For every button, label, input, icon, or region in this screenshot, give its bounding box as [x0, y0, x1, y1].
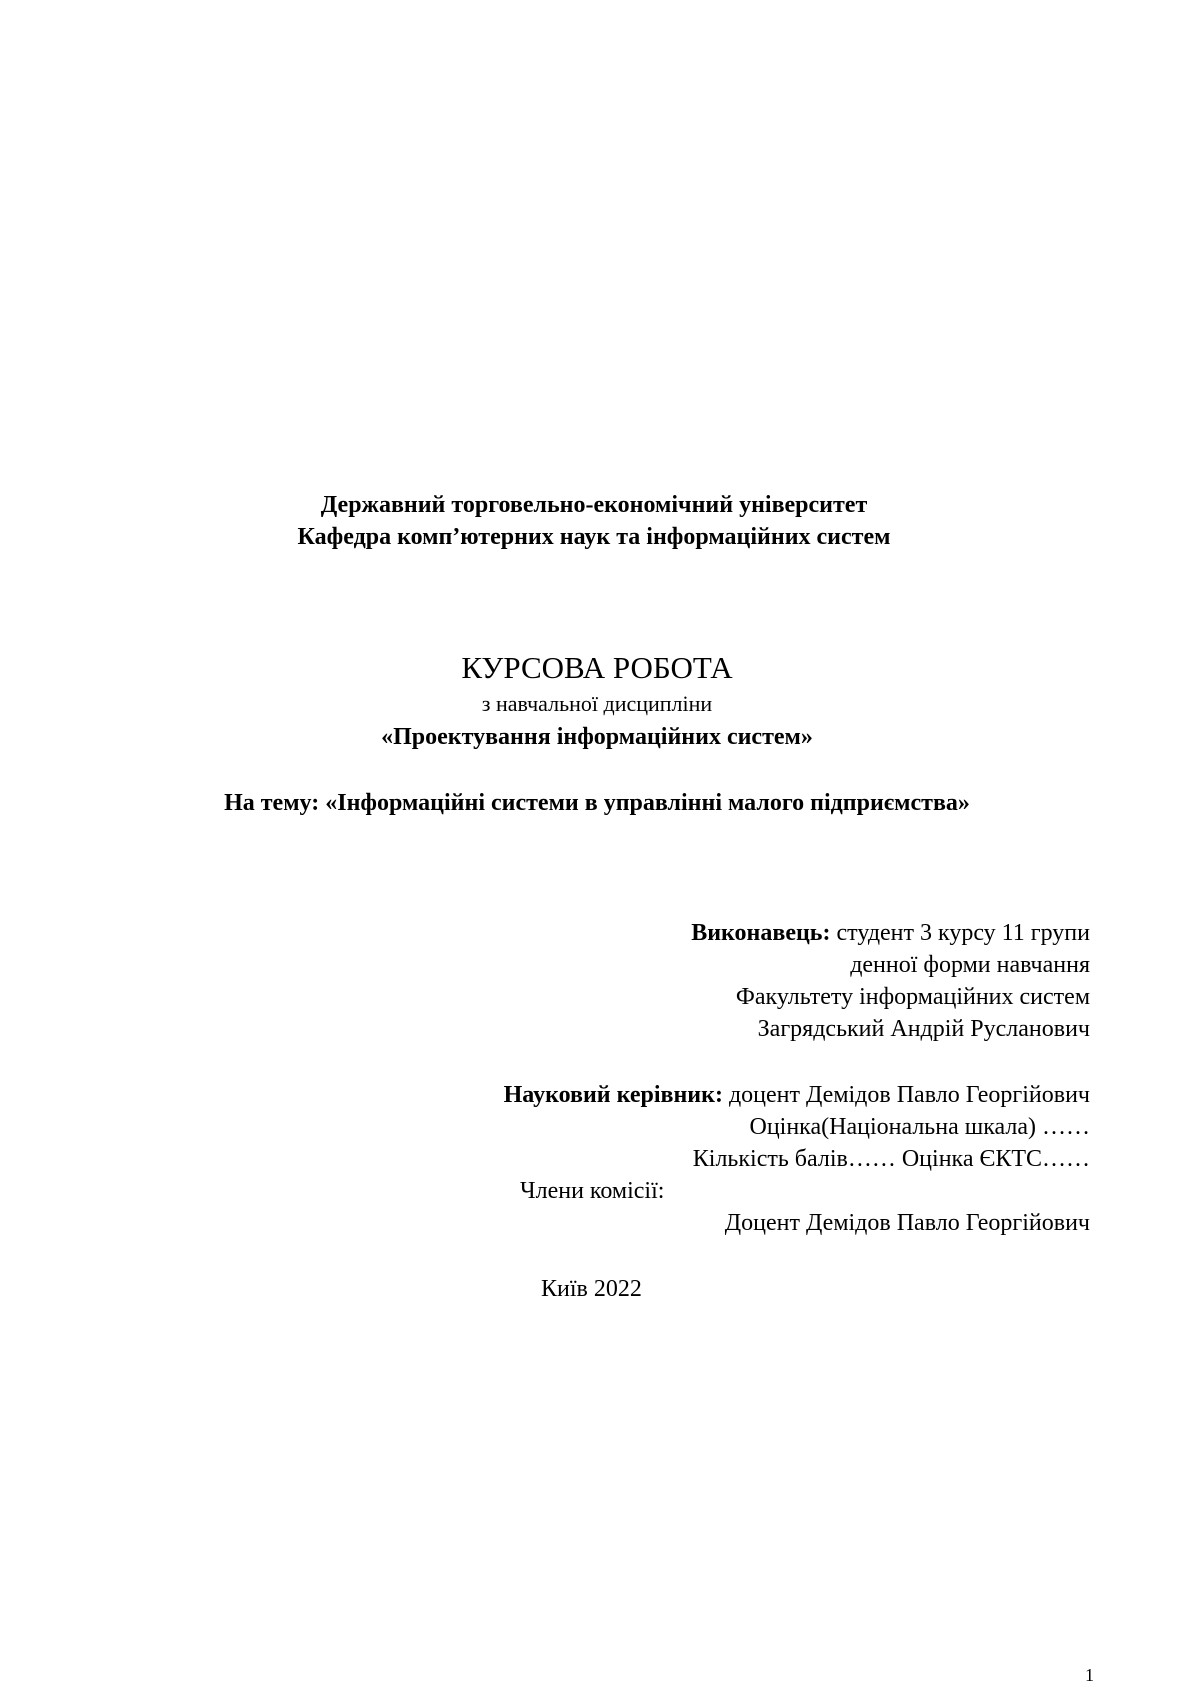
university-name: Державний торговельно-економічний університет: [320, 492, 868, 518]
supervisor-line: [504, 1080, 1090, 1110]
executor-course: студент 3 курсу 11 групи: [836, 920, 1090, 946]
grade-national: Оцінка(Національна шкала) ……: [749, 1114, 1090, 1140]
commission-label: Члени комісії:: [520, 1178, 665, 1204]
theme-text: «Інформаційні системи в управлінні малого підприємства»: [325, 790, 970, 816]
theme-label: На тему:: [224, 790, 320, 816]
supervisor-label: Науковий керівник:: [503, 1082, 723, 1108]
executor-label: Виконавець:: [691, 920, 831, 946]
discipline-intro: з навчальної дисципліни: [481, 691, 713, 716]
executor-faculty: Факультету інформаційних систем: [735, 984, 1090, 1010]
supervisor-name: доцент Демідов Павло Георгійович: [728, 1082, 1090, 1108]
commission-member: Доцент Демідов Павло Георгійович: [724, 1210, 1090, 1236]
executor-line: [691, 918, 1090, 948]
executor-study-form: денної форми навчання: [850, 952, 1090, 978]
points-and-ects: Кількість балів…… Оцінка ЄКТС……: [692, 1146, 1090, 1172]
discipline-name: «Проектування інформаційних систем»: [381, 724, 813, 750]
executor-name: Загрядський Андрій Русланович: [757, 1016, 1090, 1042]
city-year: Київ 2022: [541, 1276, 642, 1302]
department-name: Кафедра комп’ютерних наук та інформаційних систем: [297, 524, 891, 550]
theme-line: [0, 788, 1197, 818]
page-number: 1: [1085, 1665, 1094, 1685]
document-title: КУРСОВА РОБОТА: [461, 650, 733, 685]
